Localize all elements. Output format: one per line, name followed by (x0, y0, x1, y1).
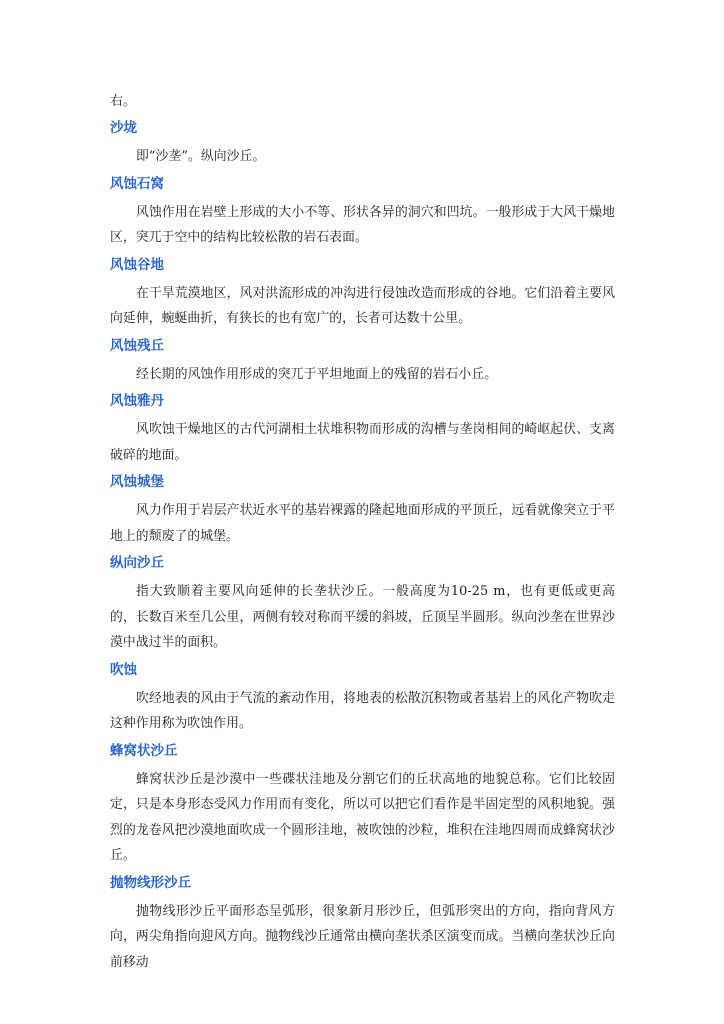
term-title: 蜂窝状沙丘 (110, 742, 178, 759)
document-content (110, 92, 615, 975)
term-definition: 即“沙垄”。纵向沙丘。 (136, 149, 266, 164)
term-entry (110, 873, 615, 976)
term-entry (110, 336, 615, 388)
term-title: 风蚀雅丹 (110, 393, 164, 409)
term-definition: 蜂窝状沙丘是沙漠中一些碟状洼地及分割它们的丘状高地的地貌总称。它们比较固定，只是本身形态受风力作用而有变化，所以可以把它们看作是半固定型的风积地貌。强烈的龙卷风把沙漠地面吹成一个圆形洼地，被吹蚀的沙粒，堆积在洼地四周而成蜂窝状沙丘。 (110, 771, 615, 863)
term-entry (110, 174, 615, 251)
term-entry (110, 553, 615, 656)
term-title: 抛物线形沙丘 (110, 874, 191, 891)
continuation-text: 右。 (110, 94, 137, 109)
term-title: 风蚀石窝 (110, 175, 164, 192)
term-definition: 风吹蚀干燥地区的古代河湖相土状堆积物而形成的沟槽与垄岗相间的崎岖起伏、支离破碎的地面。 (110, 422, 615, 463)
term-entry (110, 741, 615, 869)
term-title: 沙垅 (110, 120, 137, 136)
term-definition: 在干旱荒漠地区，风对洪流形成的冲沟进行侵蚀改造而形成的谷地。它们沿着主要风向延伸，蜿蜒曲折，有狭长的也有宽广的，长者可达数十公里。 (110, 285, 615, 326)
term-title: 风蚀残丘 (110, 337, 164, 354)
term-entry (110, 660, 615, 737)
term-definition: 风蚀作用在岩壁上形成的大小不等、形状各异的洞穴和凹坑。一般形成于大风干燥地区，突兀于空中的结构比较松散的岩石表面。 (110, 204, 615, 245)
term-definition: 抛物线形沙丘平面形态呈弧形，很象新月形沙丘，但弧形突出的方向，指向背风方向，两尖角指向迎风方向。抛物线沙丘通常由横向垄状杀区演变而成。当横向垄状沙丘向前移动 (110, 903, 615, 970)
term-definition: 经长期的风蚀作用形成的突兀于平坦地面上的残留的岩石小丘。 (136, 366, 498, 382)
term-entry (110, 255, 615, 332)
term-definition: 吹经地表的风由于气流的紊动作用，将地表的松散沉积物或者基岩上的风化产物吹走这种作用称为吹蚀作用。 (110, 690, 615, 731)
term-definition: 指大致顺着主要风向延伸的长垄状沙丘。一般高度为10-25 m，也有更低或更高的，长数百米至几公里，两侧有较对称而平缓的斜坡，丘顶呈半圆形。纵向沙垄在世界沙漠中战过半的面积。 (110, 584, 615, 650)
term-entry (110, 118, 615, 170)
term-definition: 风力作用于岩层产状近水平的基岩裸露的隆起地面形成的平顶丘，远看就像突立于平地上的颓废了的城堡。 (110, 503, 615, 544)
term-title: 风蚀城堡 (110, 474, 164, 490)
term-title: 风蚀谷地 (110, 256, 164, 273)
term-title: 吹蚀 (110, 661, 137, 678)
term-entry (110, 391, 615, 468)
term-entry (110, 472, 615, 549)
term-title: 纵向沙丘 (110, 555, 164, 571)
